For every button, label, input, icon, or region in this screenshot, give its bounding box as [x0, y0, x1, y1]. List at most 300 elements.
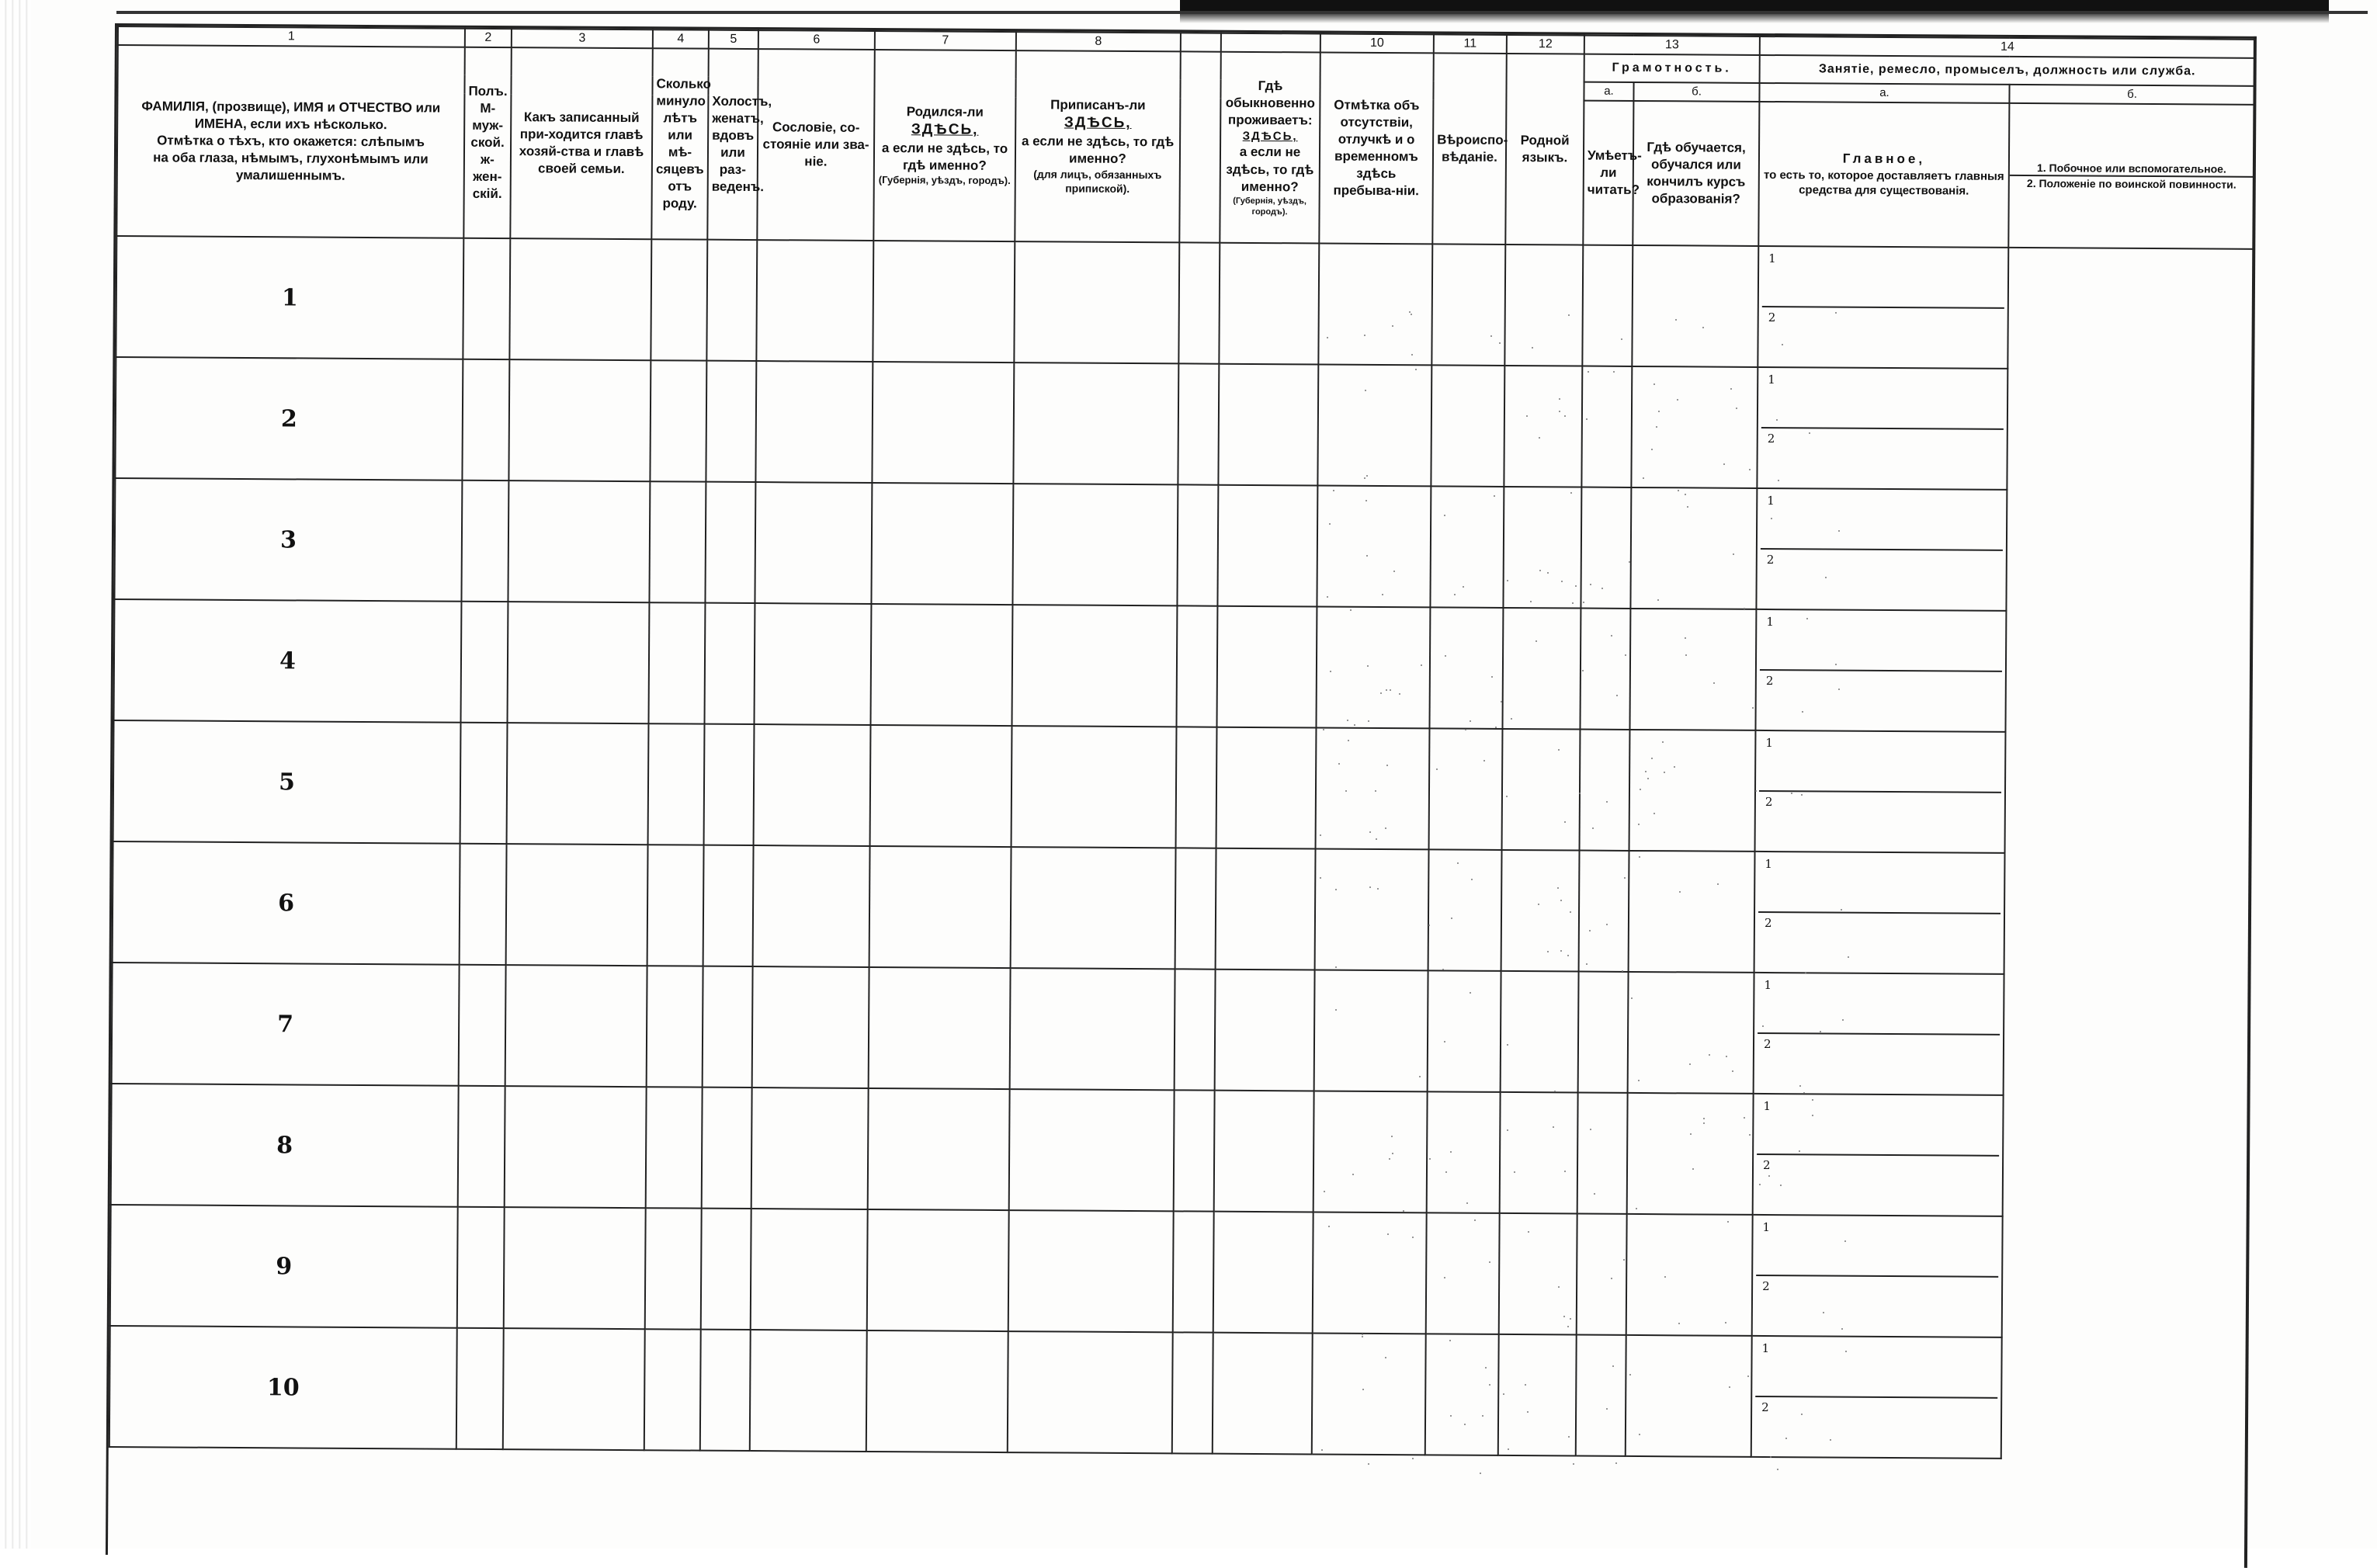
entry-cell — [505, 965, 647, 1087]
scan-speck — [1409, 311, 1411, 313]
secondary-occupation-cell — [1755, 730, 2006, 853]
scan-speck — [1568, 1436, 1570, 1438]
entry-cell — [1628, 972, 1754, 1094]
entry-cell — [1626, 1335, 1752, 1457]
header-birthplace — [873, 50, 1015, 241]
header-literacy: Грамотность. — [1584, 54, 1760, 83]
entry-cell — [1218, 364, 1318, 486]
secondary-occupation-slot-1: 1 — [1762, 248, 2004, 309]
scan-speck — [1392, 1153, 1393, 1154]
row-number: 4 — [114, 599, 462, 723]
scan-speck — [1674, 766, 1675, 768]
scan-speck — [1365, 500, 1367, 501]
table-row — [113, 720, 2251, 855]
entry-cell — [650, 360, 706, 481]
scan-speck — [1825, 577, 1827, 578]
scan-speck — [1692, 1168, 1694, 1170]
scan-speck — [1729, 1386, 1730, 1388]
scan-speck — [1415, 369, 1417, 370]
col-number-7: 7 — [875, 31, 1016, 50]
header-age: Сколько минуло лѣтъ или мѣ-сяцевъ отъ роду. — [651, 48, 709, 239]
entry-cell — [870, 725, 1012, 847]
entry-cell — [751, 1209, 868, 1330]
scan-speck — [1725, 1322, 1726, 1323]
header-education: Гдѣ обучается, обучался или кончилъ курсъ образованія? — [1633, 101, 1759, 246]
scan-speck — [1755, 790, 1757, 792]
scan-speck — [1752, 707, 1754, 709]
row-number: 7 — [112, 963, 460, 1086]
scan-speck — [1639, 1434, 1640, 1435]
scan-speck — [1647, 778, 1649, 779]
scan-speck — [1616, 695, 1618, 696]
scan-speck — [1845, 1351, 1847, 1352]
entry-cell — [461, 480, 508, 602]
entry-cell — [871, 483, 1013, 605]
header-birthplace-a: Родился-ли — [906, 104, 984, 120]
table-row — [115, 357, 2253, 491]
entry-cell — [756, 240, 873, 362]
scan-speck — [1380, 692, 1382, 694]
header-registration-here: ЗДѢСЬ, — [1064, 114, 1132, 132]
scan-speck — [1366, 475, 1368, 477]
scan-speck — [1799, 1085, 1801, 1087]
scan-speck — [1511, 718, 1512, 720]
col-number-12: 12 — [1507, 35, 1584, 54]
entry-cell — [1217, 485, 1317, 607]
entry-cell — [649, 481, 706, 602]
entry-cell — [1216, 606, 1317, 728]
scan-speck — [1564, 415, 1566, 417]
secondary-occupation-slot-1: 1 — [1758, 854, 2000, 914]
table-row — [114, 599, 2252, 734]
scan-speck — [1678, 490, 1679, 491]
table-row — [116, 236, 2254, 370]
entry-cell — [1500, 1092, 1578, 1214]
entry-cell — [1582, 245, 1633, 366]
scan-speck — [1678, 1323, 1680, 1324]
scan-speck — [1320, 877, 1321, 879]
military-status-slot-2: 2 — [1761, 1400, 1769, 1415]
entry-cell — [509, 238, 651, 360]
scan-speck — [1558, 1286, 1560, 1288]
entry-cell — [869, 846, 1012, 968]
entry-cell — [1629, 851, 1755, 973]
scan-speck — [1444, 515, 1445, 516]
entry-cell — [456, 1328, 504, 1449]
header-estate: Сословіе, со-стояніе или зва-ніе. — [757, 49, 874, 241]
entry-cell — [868, 1088, 1010, 1210]
scan-speck — [1369, 886, 1371, 888]
entry-cell — [1578, 972, 1629, 1093]
table-row — [110, 1205, 2248, 1339]
scan-speck — [1590, 1129, 1591, 1130]
entry-cell — [1427, 1091, 1501, 1213]
entry-cell — [648, 723, 705, 845]
entry-cell — [1630, 487, 1757, 609]
header-name-line1: ФАМИЛІЯ, (прозвище), ИМЯ и ОТЧЕСТВО или — [141, 98, 441, 116]
scan-speck — [1444, 1041, 1445, 1042]
scan-speck — [1368, 1463, 1369, 1465]
entry-cell — [1429, 728, 1503, 850]
entry-cell — [1008, 1210, 1174, 1332]
military-status-slot-2: 2 — [1768, 310, 1776, 325]
scan-speck — [1421, 664, 1422, 666]
scan-speck — [1611, 1278, 1612, 1279]
scan-speck — [1445, 655, 1446, 657]
entry-cell — [1172, 1332, 1213, 1453]
col-number-2: 2 — [465, 29, 512, 47]
scan-speck — [1812, 1115, 1813, 1116]
entry-cell — [505, 1086, 647, 1208]
entry-cell — [755, 361, 873, 483]
scan-speck — [1527, 1411, 1529, 1413]
scan-speck — [1727, 1221, 1729, 1223]
entry-cell — [1629, 609, 1756, 730]
entry-cell — [1626, 1214, 1753, 1336]
scan-speck — [1723, 463, 1725, 465]
scan-speck — [1640, 789, 1641, 790]
scan-speck — [1507, 1044, 1508, 1046]
scan-speck — [1450, 1151, 1452, 1153]
entry-cell — [649, 602, 706, 723]
entry-cell — [1012, 484, 1178, 605]
entry-cell — [867, 1209, 1009, 1331]
header-birthplace-b: а если не здѣсь, то гдѣ именно? — [881, 140, 1008, 173]
scan-speck — [1785, 1438, 1787, 1439]
scan-speck — [1362, 1336, 1363, 1337]
scan-speck — [1375, 790, 1376, 792]
row-number: 8 — [111, 1084, 459, 1207]
header-relation: Какъ записанный при-ходится главѣ хозяй-ства и главѣ своей семьи. — [510, 47, 652, 239]
scan-speck — [1801, 794, 1803, 796]
scan-speck — [1685, 654, 1687, 656]
scan-speck — [1702, 327, 1704, 328]
scan-speck — [1557, 887, 1559, 889]
scan-speck — [1685, 494, 1686, 495]
scan-speck — [1530, 601, 1532, 602]
entry-cell — [753, 845, 870, 967]
scan-speck — [1338, 763, 1340, 765]
entry-cell — [705, 482, 755, 603]
header-absence: Отмѣтка объ отсутствіи, отлучкѣ и о временномъ здѣсь пребыва-ніи. — [1319, 52, 1434, 244]
scan-speck — [1592, 827, 1594, 829]
scan-speck — [1474, 1219, 1476, 1221]
entry-cell — [705, 603, 755, 724]
header-secondary-occupation — [2008, 103, 2254, 249]
entry-cell — [1175, 969, 1216, 1090]
scan-speck — [1572, 602, 1574, 604]
entry-cell — [644, 1329, 701, 1450]
scan-speck — [1345, 790, 1347, 792]
table-row — [114, 478, 2252, 612]
scan-speck — [1838, 689, 1840, 690]
scan-speck — [1324, 1191, 1325, 1192]
scan-speck — [1412, 1237, 1414, 1238]
header-registration-c: (для лицъ, обязанныхъ припиской). — [1033, 168, 1162, 196]
secondary-occupation-cell — [1756, 488, 2007, 611]
header-fold-gap — [1179, 51, 1221, 242]
secondary-occupation-slot-1: 1 — [1758, 975, 2000, 1036]
scan-speck — [1561, 581, 1563, 582]
header-birthplace-c: (Губернія, уѣздъ, городъ). — [878, 174, 1011, 187]
header-occupation: Занятіе, ремесло, промыселъ, должность или служба. — [1760, 55, 2255, 86]
scan-speck — [1330, 671, 1331, 672]
secondary-occupation-slot-1: 1 — [1761, 369, 2004, 430]
scan-speck — [1586, 963, 1588, 965]
entry-cell — [1175, 848, 1216, 969]
entry-cell — [460, 844, 507, 965]
entry-cell — [869, 967, 1011, 1089]
scan-speck — [1567, 1326, 1569, 1327]
scan-speck — [1643, 477, 1644, 479]
header-registration-b: а если не здѣсь, то гдѣ именно? — [1021, 134, 1175, 167]
secondary-occupation-slot-1: 1 — [1760, 612, 2002, 672]
scan-speck — [1369, 831, 1371, 833]
entry-cell — [872, 362, 1014, 484]
entry-cell — [1504, 245, 1583, 366]
header-name-line2: ИМЕНА, если ихъ нѣсколько. — [194, 116, 387, 133]
entry-cell — [751, 1088, 869, 1209]
entry-cell — [1498, 1334, 1577, 1456]
secondary-occupation-cell — [1752, 1215, 2003, 1337]
header-residence-here: ЗДѢСЬ, — [1242, 129, 1298, 144]
scan-speck — [1449, 1340, 1451, 1341]
scan-speck — [1770, 1456, 1771, 1458]
scan-speck — [1805, 972, 1806, 973]
scan-speck — [1713, 682, 1715, 684]
scan-speck — [1651, 449, 1653, 450]
scan-speck — [1573, 1463, 1574, 1465]
scan-speck — [1823, 1312, 1824, 1313]
scan-speck — [1733, 553, 1734, 555]
scan-speck — [1802, 711, 1803, 713]
col-number-5: 5 — [709, 30, 758, 49]
entry-cell — [870, 604, 1012, 726]
scan-speck — [1411, 314, 1412, 315]
entry-cell — [1501, 850, 1580, 972]
scan-speck — [1490, 335, 1492, 337]
scan-speck — [1838, 530, 1840, 532]
scan-speck — [1791, 793, 1792, 794]
scan-speck — [1412, 1458, 1414, 1459]
scan-speck — [1570, 1318, 1571, 1320]
entry-cell — [1177, 484, 1218, 605]
entry-cell — [1581, 487, 1631, 609]
scan-speck — [1411, 354, 1413, 356]
header-secondary-line1: 1. Побочное или вспомогательное. — [2010, 161, 2254, 178]
entry-cell — [873, 241, 1015, 363]
entry-cell — [1215, 970, 1315, 1091]
scan-speck — [1470, 720, 1471, 722]
scan-speck — [1390, 689, 1391, 691]
military-status-slot-2: 2 — [1767, 432, 1775, 446]
scan-speck — [1320, 834, 1321, 836]
entry-cell — [459, 965, 506, 1086]
scan-speck — [1848, 956, 1849, 958]
entry-cell — [507, 723, 649, 845]
entry-cell — [1503, 487, 1581, 609]
entry-cell — [1178, 363, 1219, 484]
header-residence-b: а если не здѣсь, то гдѣ именно? — [1226, 144, 1314, 194]
scan-speck — [1841, 1328, 1843, 1330]
scan-speck — [1553, 1126, 1554, 1128]
entry-cell — [703, 966, 753, 1088]
header-registration-a: Приписанъ-ли — [1050, 97, 1146, 113]
entry-cell — [754, 603, 871, 725]
scan-speck — [1778, 480, 1779, 481]
scan-speck — [1653, 383, 1655, 385]
scan-speck — [1749, 469, 1751, 470]
scan-speck — [1389, 1158, 1390, 1160]
census-entries — [109, 236, 2254, 1460]
scan-speck — [1726, 1056, 1727, 1057]
scan-speck — [1703, 1122, 1705, 1124]
scan-speck — [1690, 1133, 1692, 1135]
scan-speck — [1327, 596, 1328, 598]
entry-cell — [1627, 1093, 1754, 1215]
entry-cell — [1213, 1333, 1313, 1455]
scan-speck — [1611, 635, 1612, 637]
scan-speck — [1328, 1226, 1330, 1227]
scan-speck — [1442, 969, 1444, 970]
secondary-occupation-slot-1: 1 — [1757, 1096, 1999, 1157]
scan-speck — [1559, 411, 1560, 412]
scan-speck — [1835, 664, 1837, 665]
header-main-occupation-text: то есть то, которое доставляетъ главныя средства для существованія. — [1763, 168, 2004, 198]
entry-cell — [1577, 1093, 1628, 1214]
entry-cell — [866, 1330, 1008, 1452]
scan-speck — [1514, 1171, 1515, 1173]
secondary-occupation-cell — [1751, 1336, 2002, 1459]
entry-cell — [647, 966, 703, 1087]
scan-speck — [1747, 1375, 1749, 1377]
row-number: 5 — [113, 720, 461, 844]
entry-cell — [1425, 1334, 1499, 1455]
secondary-occupation-cell — [1755, 609, 2006, 732]
scan-speck — [1327, 337, 1328, 338]
entry-cell — [1580, 730, 1630, 851]
scan-speck — [1466, 1202, 1468, 1204]
scan-speck — [1782, 344, 1783, 345]
scan-speck — [1842, 1019, 1844, 1021]
scan-speck — [1588, 371, 1589, 373]
scan-speck — [1606, 924, 1608, 925]
entry-cell — [462, 359, 509, 480]
scan-speck — [1392, 325, 1393, 327]
header-residence-c: (Губернія, уѣздъ, городъ). — [1233, 196, 1307, 217]
entry-cell — [1313, 1212, 1427, 1334]
entry-cell — [1501, 971, 1579, 1093]
scan-speck — [1567, 955, 1569, 956]
scan-speck — [1508, 1448, 1509, 1450]
header-secondary-line2: 2. Положеніе по воинской повинности. — [2026, 177, 2236, 191]
header-name-line3: Отмѣтка о тѣхъ, кто окажется: слѣпымъ — [157, 133, 425, 150]
scan-speck — [1525, 1384, 1526, 1386]
scan-speck — [1809, 432, 1810, 434]
scan-speck — [1367, 665, 1369, 667]
scan-speck — [1495, 727, 1497, 728]
scan-speck — [1506, 796, 1508, 797]
scan-speck — [1350, 609, 1352, 611]
entry-cell — [752, 966, 869, 1088]
scan-speck — [1386, 765, 1388, 766]
scan-speck — [1499, 342, 1501, 344]
scan-speck — [1579, 793, 1581, 794]
col-number-9 — [1221, 33, 1320, 53]
entry-cell — [1428, 970, 1501, 1092]
entry-cell — [508, 602, 650, 723]
scan-speck — [1651, 758, 1653, 759]
row-number: 2 — [115, 357, 463, 480]
header-residence — [1220, 52, 1320, 244]
entry-cell — [1216, 727, 1317, 849]
scan-speck — [1623, 1259, 1625, 1261]
scan-speck — [1664, 1276, 1666, 1278]
scan-speck — [1629, 561, 1630, 563]
scan-speck — [1583, 602, 1584, 603]
secondary-occupation-cell — [1754, 973, 2004, 1095]
entry-cell — [702, 1088, 752, 1209]
scan-speck — [1717, 883, 1719, 885]
header-religion: Вѣроиспо-вѣданіе. — [1432, 53, 1507, 245]
entry-cell — [704, 724, 755, 845]
entry-cell — [1213, 1212, 1313, 1334]
scan-speck — [1489, 1261, 1490, 1263]
scan-speck — [1559, 398, 1560, 400]
entry-cell — [1629, 730, 1756, 852]
scan-speck — [1558, 749, 1560, 751]
header-native-language: Родной языкъ. — [1505, 54, 1584, 245]
secondary-occupation-cell — [1754, 852, 2005, 974]
col-number-14: 14 — [1760, 36, 2255, 58]
entry-cell — [1504, 366, 1582, 487]
scan-speck — [1780, 1185, 1782, 1186]
scan-speck — [1465, 729, 1466, 730]
entry-cell — [1174, 1090, 1215, 1211]
scan-speck — [1657, 599, 1659, 601]
entry-cell — [647, 845, 704, 966]
table-row — [109, 1326, 2247, 1460]
scan-speck — [1658, 411, 1660, 412]
scan-speck — [1376, 838, 1377, 840]
scan-speck — [1625, 654, 1626, 656]
entry-cell — [461, 602, 508, 723]
scan-speck — [1589, 930, 1591, 931]
scan-speck — [1624, 877, 1626, 879]
scan-speck — [1450, 1415, 1452, 1417]
col-number-6: 6 — [758, 30, 875, 50]
scan-speck — [1803, 1092, 1805, 1094]
header-sex: Полъ. М-муж-ской. ж-жен-скій. — [463, 47, 512, 238]
scan-speck — [1501, 701, 1502, 702]
military-status-slot-2: 2 — [1766, 553, 1775, 567]
scan-speck — [1335, 966, 1337, 968]
entry-cell — [1579, 851, 1629, 972]
entry-cell — [1176, 605, 1217, 727]
military-status-slot-2: 2 — [1765, 795, 1773, 810]
entry-cell — [1010, 968, 1175, 1090]
entry-cell — [706, 240, 757, 361]
secondary-occupation-cell — [1758, 246, 2008, 369]
scan-speck — [1560, 950, 1562, 952]
header-main-occupation-title: Главное, — [1842, 151, 1926, 167]
entry-cell — [1219, 243, 1319, 365]
scan-speck — [1428, 924, 1430, 926]
scan-speck — [1771, 518, 1772, 519]
entry-cell — [1008, 1331, 1173, 1453]
scan-speck — [1638, 824, 1640, 825]
scan-speck — [1768, 1175, 1770, 1177]
